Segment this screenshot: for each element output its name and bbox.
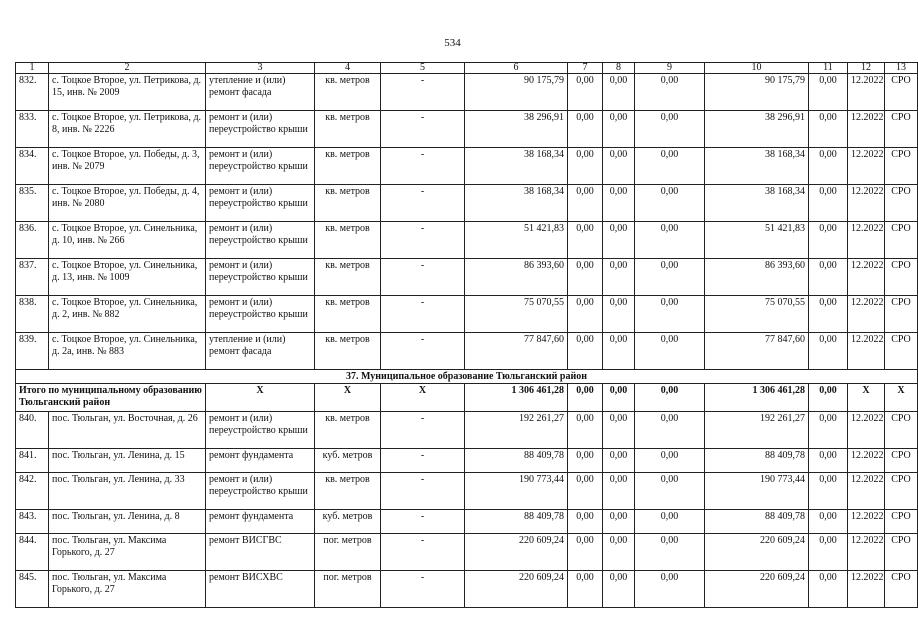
cell-c10: 77 847,60	[705, 333, 809, 370]
cell-c12: 12.2022	[848, 259, 885, 296]
cell-c13: СРО	[885, 222, 918, 259]
cell-c11: 0,00	[809, 111, 848, 148]
cell-c12: 12.2022	[848, 534, 885, 571]
cell-c5: -	[381, 296, 465, 333]
cell-c10: 88 409,78	[705, 510, 809, 534]
cell-c10: 38 168,34	[705, 185, 809, 222]
column-header: 10	[705, 63, 809, 74]
cell-num: 834.	[16, 148, 49, 185]
cell-c6: 192 261,27	[465, 412, 568, 449]
total-cell: X	[381, 384, 465, 412]
cell-address: с. Тоцкое Второе, ул. Синельника, д. 10, инв. № 266	[49, 222, 206, 259]
cell-c5: -	[381, 449, 465, 473]
cell-c6: 220 609,24	[465, 571, 568, 608]
cell-work: утепление и (или) ремонт фасада	[206, 333, 315, 370]
cell-c6: 88 409,78	[465, 449, 568, 473]
cell-c13: СРО	[885, 412, 918, 449]
cell-unit: кв. метров	[315, 473, 381, 510]
cell-work: ремонт фундамента	[206, 510, 315, 534]
cell-c13: СРО	[885, 510, 918, 534]
cell-c7: 0,00	[568, 510, 603, 534]
cell-c13: СРО	[885, 534, 918, 571]
cell-c5: -	[381, 222, 465, 259]
cell-unit: кв. метров	[315, 296, 381, 333]
cell-c7: 0,00	[568, 412, 603, 449]
cell-c7: 0,00	[568, 185, 603, 222]
column-number-row	[16, 63, 918, 74]
cell-address: с. Тоцкое Второе, ул. Синельника, д. 2а, инв. № 883	[49, 333, 206, 370]
cell-c5: -	[381, 571, 465, 608]
cell-c12: 12.2022	[848, 510, 885, 534]
cell-num: 840.	[16, 412, 49, 449]
column-header: 4	[315, 63, 381, 74]
cell-address: пос. Тюльган, ул. Ленина, д. 15	[49, 449, 206, 473]
cell-num: 837.	[16, 259, 49, 296]
total-cell: 1 306 461,28	[705, 384, 809, 412]
cell-c7: 0,00	[568, 296, 603, 333]
cell-c5: -	[381, 74, 465, 111]
cell-c11: 0,00	[809, 510, 848, 534]
cell-c6: 90 175,79	[465, 74, 568, 111]
table-row	[16, 571, 918, 608]
cell-unit: куб. метров	[315, 510, 381, 534]
cell-work: ремонт и (или) переустройство крыши	[206, 296, 315, 333]
cell-address: пос. Тюльган, ул. Максима Горького, д. 27	[49, 534, 206, 571]
cell-num: 835.	[16, 185, 49, 222]
table-row	[16, 222, 918, 259]
cell-work: ремонт и (или) переустройство крыши	[206, 148, 315, 185]
cell-c6: 190 773,44	[465, 473, 568, 510]
section-block	[16, 370, 918, 412]
cell-c11: 0,00	[809, 571, 848, 608]
table-row	[16, 259, 918, 296]
cell-c13: СРО	[885, 185, 918, 222]
cell-c8: 0,00	[603, 449, 635, 473]
cell-work: ремонт фундамента	[206, 449, 315, 473]
column-header: 2	[49, 63, 206, 74]
cell-address: с. Тоцкое Второе, ул. Победы, д. 3, инв. № 2079	[49, 148, 206, 185]
cell-c5: -	[381, 473, 465, 510]
cell-c11: 0,00	[809, 296, 848, 333]
cell-work: ремонт ВИСГВС	[206, 534, 315, 571]
cell-c11: 0,00	[809, 185, 848, 222]
cell-c13: СРО	[885, 259, 918, 296]
cell-work: утепление и (или) ремонт фасада	[206, 74, 315, 111]
cell-num: 841.	[16, 449, 49, 473]
table-row	[16, 111, 918, 148]
cell-c5: -	[381, 510, 465, 534]
cell-c13: СРО	[885, 148, 918, 185]
cell-c8: 0,00	[603, 259, 635, 296]
cell-c8: 0,00	[603, 148, 635, 185]
cell-c9: 0,00	[635, 333, 705, 370]
cell-c9: 0,00	[635, 534, 705, 571]
cell-c7: 0,00	[568, 473, 603, 510]
cell-c12: 12.2022	[848, 412, 885, 449]
cell-unit: куб. метров	[315, 449, 381, 473]
cell-unit: пог. метров	[315, 571, 381, 608]
cell-address: с. Тоцкое Второе, ул. Синельника, д. 2, инв. № 882	[49, 296, 206, 333]
section-row	[16, 370, 918, 384]
cell-c8: 0,00	[603, 185, 635, 222]
cell-c9: 0,00	[635, 148, 705, 185]
cell-address: пос. Тюльган, ул. Максима Горького, д. 27	[49, 571, 206, 608]
cell-c7: 0,00	[568, 259, 603, 296]
cell-c9: 0,00	[635, 222, 705, 259]
cell-address: с. Тоцкое Второе, ул. Петрикова, д. 8, инв. № 2226	[49, 111, 206, 148]
cell-c12: 12.2022	[848, 222, 885, 259]
cell-c8: 0,00	[603, 333, 635, 370]
cell-work: ремонт и (или) переустройство крыши	[206, 111, 315, 148]
cell-c6: 88 409,78	[465, 510, 568, 534]
cell-c8: 0,00	[603, 510, 635, 534]
cell-c10: 192 261,27	[705, 412, 809, 449]
cell-c13: СРО	[885, 333, 918, 370]
cell-c13: СРО	[885, 296, 918, 333]
cell-c5: -	[381, 185, 465, 222]
cell-c10: 220 609,24	[705, 534, 809, 571]
cell-c10: 51 421,83	[705, 222, 809, 259]
cell-c6: 38 296,91	[465, 111, 568, 148]
cell-unit: кв. метров	[315, 333, 381, 370]
cell-c9: 0,00	[635, 473, 705, 510]
cell-c12: 12.2022	[848, 296, 885, 333]
cell-unit: кв. метров	[315, 412, 381, 449]
cell-c10: 90 175,79	[705, 74, 809, 111]
cell-c7: 0,00	[568, 74, 603, 111]
cell-c7: 0,00	[568, 534, 603, 571]
cell-c7: 0,00	[568, 333, 603, 370]
cell-num: 843.	[16, 510, 49, 534]
cell-c8: 0,00	[603, 222, 635, 259]
cell-c9: 0,00	[635, 571, 705, 608]
rows-after	[16, 412, 918, 608]
rows-before	[16, 74, 918, 370]
table-row	[16, 534, 918, 571]
column-header: 11	[809, 63, 848, 74]
cell-c8: 0,00	[603, 473, 635, 510]
cell-unit: пог. метров	[315, 534, 381, 571]
total-cell: X	[848, 384, 885, 412]
cell-c5: -	[381, 148, 465, 185]
column-header: 5	[381, 63, 465, 74]
cell-c7: 0,00	[568, 148, 603, 185]
cell-c6: 75 070,55	[465, 296, 568, 333]
cell-c8: 0,00	[603, 412, 635, 449]
cell-unit: кв. метров	[315, 74, 381, 111]
cell-work: ремонт ВИСХВС	[206, 571, 315, 608]
cell-unit: кв. метров	[315, 222, 381, 259]
cell-c13: СРО	[885, 74, 918, 111]
cell-c9: 0,00	[635, 449, 705, 473]
cell-num: 845.	[16, 571, 49, 608]
cell-c6: 38 168,34	[465, 148, 568, 185]
total-row	[16, 384, 918, 412]
total-cell: X	[315, 384, 381, 412]
cell-c7: 0,00	[568, 571, 603, 608]
cell-c8: 0,00	[603, 296, 635, 333]
cell-c12: 12.2022	[848, 111, 885, 148]
cell-c12: 12.2022	[848, 185, 885, 222]
cell-num: 832.	[16, 74, 49, 111]
total-cell: 0,00	[603, 384, 635, 412]
cell-c9: 0,00	[635, 510, 705, 534]
cell-c11: 0,00	[809, 222, 848, 259]
cell-address: пос. Тюльган, ул. Восточная, д. 26	[49, 412, 206, 449]
cell-c12: 12.2022	[848, 333, 885, 370]
total-cell: X	[206, 384, 315, 412]
table-row	[16, 412, 918, 449]
column-header: 6	[465, 63, 568, 74]
cell-num: 839.	[16, 333, 49, 370]
total-cell: 0,00	[809, 384, 848, 412]
cell-c11: 0,00	[809, 449, 848, 473]
cell-c6: 220 609,24	[465, 534, 568, 571]
capital-repair-table	[15, 62, 918, 608]
table-row	[16, 185, 918, 222]
column-header: 7	[568, 63, 603, 74]
table-row	[16, 510, 918, 534]
cell-address: пос. Тюльган, ул. Ленина, д. 33	[49, 473, 206, 510]
total-cell: 0,00	[635, 384, 705, 412]
cell-c6: 51 421,83	[465, 222, 568, 259]
cell-c13: СРО	[885, 111, 918, 148]
cell-num: 833.	[16, 111, 49, 148]
cell-c5: -	[381, 111, 465, 148]
cell-num: 836.	[16, 222, 49, 259]
cell-num: 844.	[16, 534, 49, 571]
cell-c7: 0,00	[568, 111, 603, 148]
column-header: 8	[603, 63, 635, 74]
cell-unit: кв. метров	[315, 259, 381, 296]
cell-c11: 0,00	[809, 412, 848, 449]
cell-address: с. Тоцкое Второе, ул. Синельника, д. 13, инв. № 1009	[49, 259, 206, 296]
cell-c5: -	[381, 534, 465, 571]
cell-work: ремонт и (или) переустройство крыши	[206, 222, 315, 259]
cell-c9: 0,00	[635, 259, 705, 296]
cell-c8: 0,00	[603, 534, 635, 571]
column-header: 1	[16, 63, 49, 74]
column-header: 12	[848, 63, 885, 74]
table-row	[16, 449, 918, 473]
table-row	[16, 74, 918, 111]
cell-c13: СРО	[885, 449, 918, 473]
cell-c12: 12.2022	[848, 473, 885, 510]
cell-work: ремонт и (или) переустройство крыши	[206, 412, 315, 449]
total-label: Итого по муниципальному образованию Тюльганский район	[16, 384, 206, 412]
cell-address: с. Тоцкое Второе, ул. Петрикова, д. 15, инв. № 2009	[49, 74, 206, 111]
cell-unit: кв. метров	[315, 148, 381, 185]
total-cell: 0,00	[568, 384, 603, 412]
cell-work: ремонт и (или) переустройство крыши	[206, 473, 315, 510]
cell-c13: СРО	[885, 571, 918, 608]
cell-c12: 12.2022	[848, 74, 885, 111]
cell-num: 842.	[16, 473, 49, 510]
cell-unit: кв. метров	[315, 111, 381, 148]
column-header: 9	[635, 63, 705, 74]
cell-c11: 0,00	[809, 259, 848, 296]
cell-c11: 0,00	[809, 534, 848, 571]
cell-c5: -	[381, 412, 465, 449]
cell-c12: 12.2022	[848, 449, 885, 473]
cell-c5: -	[381, 333, 465, 370]
column-header: 3	[206, 63, 315, 74]
cell-c6: 77 847,60	[465, 333, 568, 370]
cell-c9: 0,00	[635, 185, 705, 222]
cell-c6: 38 168,34	[465, 185, 568, 222]
cell-c10: 38 296,91	[705, 111, 809, 148]
table-row	[16, 473, 918, 510]
cell-c10: 86 393,60	[705, 259, 809, 296]
column-header: 13	[885, 63, 918, 74]
cell-c6: 86 393,60	[465, 259, 568, 296]
cell-address: пос. Тюльган, ул. Ленина, д. 8	[49, 510, 206, 534]
page-number: 534	[444, 37, 461, 49]
cell-c5: -	[381, 259, 465, 296]
cell-c12: 12.2022	[848, 148, 885, 185]
cell-work: ремонт и (или) переустройство крыши	[206, 185, 315, 222]
section-title: 37. Муниципальное образование Тюльганский район	[16, 370, 918, 384]
cell-address: с. Тоцкое Второе, ул. Победы, д. 4, инв. № 2080	[49, 185, 206, 222]
table-row	[16, 148, 918, 185]
total-cell: 1 306 461,28	[465, 384, 568, 412]
total-cell: X	[885, 384, 918, 412]
cell-c10: 220 609,24	[705, 571, 809, 608]
cell-c9: 0,00	[635, 412, 705, 449]
cell-c11: 0,00	[809, 74, 848, 111]
cell-c12: 12.2022	[848, 571, 885, 608]
cell-c10: 190 773,44	[705, 473, 809, 510]
table-row	[16, 333, 918, 370]
cell-c9: 0,00	[635, 296, 705, 333]
cell-unit: кв. метров	[315, 185, 381, 222]
cell-c9: 0,00	[635, 74, 705, 111]
cell-c10: 38 168,34	[705, 148, 809, 185]
cell-c8: 0,00	[603, 571, 635, 608]
cell-c11: 0,00	[809, 333, 848, 370]
table-row	[16, 296, 918, 333]
cell-c10: 88 409,78	[705, 449, 809, 473]
cell-num: 838.	[16, 296, 49, 333]
cell-c10: 75 070,55	[705, 296, 809, 333]
cell-c7: 0,00	[568, 449, 603, 473]
cell-work: ремонт и (или) переустройство крыши	[206, 259, 315, 296]
cell-c7: 0,00	[568, 222, 603, 259]
cell-c9: 0,00	[635, 111, 705, 148]
cell-c13: СРО	[885, 473, 918, 510]
cell-c11: 0,00	[809, 148, 848, 185]
cell-c8: 0,00	[603, 74, 635, 111]
cell-c11: 0,00	[809, 473, 848, 510]
cell-c8: 0,00	[603, 111, 635, 148]
